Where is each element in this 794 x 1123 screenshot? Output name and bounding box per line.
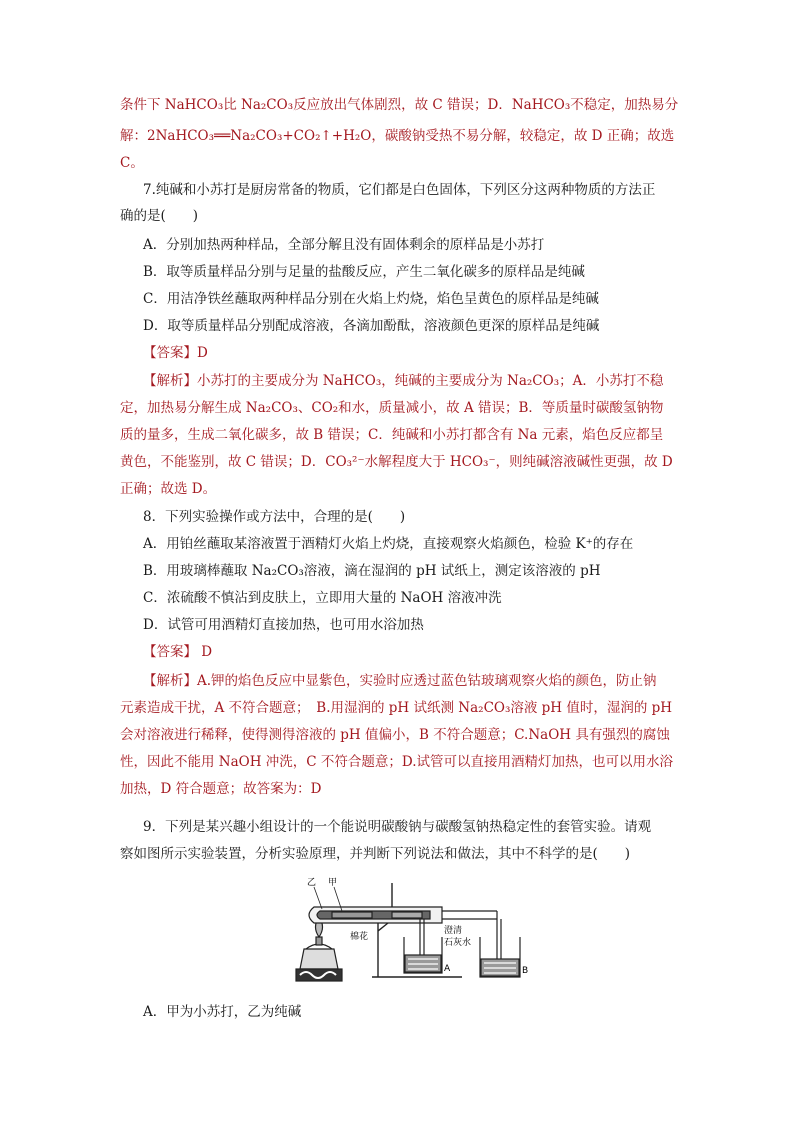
nested-test-tubes	[309, 907, 497, 923]
question-9-stem: 9．下列是某兴趣小组设计的一个能说明碳酸钠与碳酸氢钠热稳定性的套管实验。请观	[143, 819, 652, 835]
option-c: C．用洁净铁丝蘸取两种样品分别在火焰上灼烧，焰色呈黄色的原样品是纯碱	[143, 291, 599, 307]
label-jia: 甲	[328, 878, 338, 888]
option-d: D．取等质量样品分别配成溶液，各滴加酚酞，溶液颜色更深的原样品是纯碱	[143, 318, 600, 334]
option-a: A．用铂丝蘸取某溶液置于酒精灯火焰上灼烧，直接观察火焰颜色，检验 K⁺的存在	[143, 536, 634, 552]
option-c: C．浓硫酸不慎沾到皮肤上，立即用大量的 NaOH 溶液冲洗	[143, 590, 502, 606]
text-line: 条件下 NaHCO₃比 Na₂CO₃反应放出气体剧烈，故 C 错误；D．NaHCO₃不稳定，加热易分	[120, 97, 679, 113]
analysis-text: 定，加热易分解生成 Na₂CO₃、CO₂和水，质量减小，故 A 错误；B．等质量时碳酸氢钠物	[120, 400, 664, 416]
option-a: A．分别加热两种样品，全部分解且没有固体剩余的原样品是小苏打	[143, 237, 545, 253]
question-9-stem: 察如图所示实验装置，分析实验原理，并判断下列说法和做法，其中不科学的是( )	[120, 846, 631, 862]
text-line: 解：2NaHCO₃══Na₂CO₃+CO₂↑+H₂O，碳酸钠受热不易分解，较稳定，故 D 正确；故选	[120, 128, 675, 144]
label-beaker-b: B	[522, 966, 529, 976]
analysis-text: 质的量多，生成二氧化碳多，故 B 错误；C．纯碱和小苏打都含有 Na 元素，焰色反应都呈	[120, 427, 664, 443]
option-a: A．甲为小苏打，乙为纯碱	[143, 1004, 302, 1020]
option-b: B．取等质量样品分别与足量的盐酸反应，产生二氧化碳多的原样品是纯碱	[143, 264, 585, 280]
analysis-text: 黄色，不能鉴别，故 C 错误；D．CO₃²⁻水解程度大于 HCO₃⁻，则纯碱溶液碱性更强，故 D	[120, 454, 673, 470]
analysis-text: 【解析】小苏打的主要成分为 NaHCO₃，纯碱的主要成分为 Na₂CO₃；A．小苏打不稳	[143, 373, 664, 389]
text-line: C。	[120, 155, 144, 171]
question-7-stem: 7.纯碱和小苏打是厨房常备的物质，它们都是白色固体，下列区分这两种物质的方法正	[143, 182, 656, 198]
analysis-text: 性，因此不能用 NaOH 冲洗，C 不符合题意；D.试管可以直接用酒精灯加热，也可以用水浴	[120, 754, 674, 770]
analysis-text: 会对溶液进行稀释，使得测得溶液的 pH 值偏小，B 不符合题意；C.NaOH 具有强烈的腐蚀	[120, 727, 670, 743]
label-limewater: 石灰水	[444, 938, 472, 948]
label-beaker-a: A	[444, 964, 451, 974]
option-b: B．用玻璃棒蘸取 Na₂CO₃溶液，滴在湿润的 pH 试纸上，测定该溶液的 pH	[143, 563, 601, 579]
label-yi: 乙	[307, 878, 317, 888]
analysis-text: 加热，D 符合题意；故答案为：D	[120, 781, 322, 797]
beaker-b	[480, 937, 520, 977]
answer-label: 【答案】D	[143, 345, 208, 361]
analysis-text: 正确；故选 D。	[120, 481, 217, 497]
beaker-a	[404, 937, 442, 973]
option-d: D．试管可用酒精灯直接加热，也可用水浴加热	[143, 617, 424, 633]
label-limewater: 澄清	[444, 926, 463, 936]
question-7-stem: 确的是( )	[120, 208, 199, 224]
alcohol-lamp	[296, 917, 342, 981]
question-8-stem: 8．下列实验操作或方法中，合理的是( )	[143, 509, 406, 525]
analysis-text: 元素造成干扰，A 不符合题意； B.用湿润的 pH 试纸测 Na₂CO₃溶液 pH 值时，湿润的 pH	[120, 700, 673, 716]
answer-label: 【答案】 D	[143, 644, 213, 660]
label-cotton: 棉花	[350, 932, 369, 942]
analysis-text: 【解析】A.钾的焰色反应中显紫色，实验时应透过蓝色钴玻璃观察火焰的颜色，防止钠	[143, 673, 657, 689]
apparatus-figure	[292, 873, 532, 985]
